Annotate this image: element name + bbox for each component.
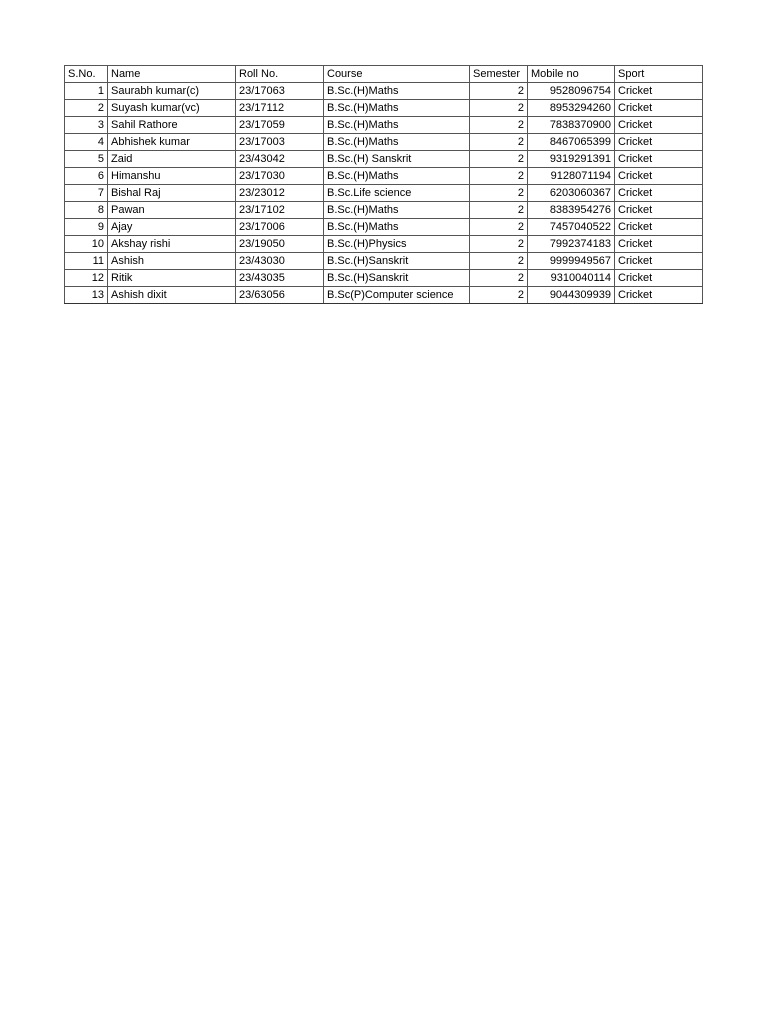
- cell-roll-no: 23/19050: [236, 236, 324, 253]
- cell-sport: Cricket: [615, 151, 703, 168]
- cell-sport: Cricket: [615, 117, 703, 134]
- cell-sport: Cricket: [615, 287, 703, 304]
- cell-mobile-no: 9999949567: [528, 253, 615, 270]
- cell-course: B.Sc.(H) Sanskrit: [324, 151, 470, 168]
- cell-roll-no: 23/17006: [236, 219, 324, 236]
- table-row: [65, 253, 703, 270]
- cell-mobile-no: 6203060367: [528, 185, 615, 202]
- header-sno: S.No.: [65, 66, 108, 83]
- table-row: [65, 219, 703, 236]
- cell-mobile-no: 9044309939: [528, 287, 615, 304]
- cell-semester: 2: [470, 202, 528, 219]
- cell-sno: 9: [65, 219, 108, 236]
- cell-semester: 2: [470, 270, 528, 287]
- cell-sport: Cricket: [615, 219, 703, 236]
- cell-roll-no: 23/17030: [236, 168, 324, 185]
- cell-mobile-no: 9319291391: [528, 151, 615, 168]
- cell-name: Himanshu: [108, 168, 236, 185]
- cell-roll-no: 23/43030: [236, 253, 324, 270]
- cell-name: Ashish dixit: [108, 287, 236, 304]
- cell-semester: 2: [470, 253, 528, 270]
- table-row: [65, 270, 703, 287]
- cell-roll-no: 23/43042: [236, 151, 324, 168]
- cell-roll-no: 23/17003: [236, 134, 324, 151]
- cell-sport: Cricket: [615, 253, 703, 270]
- cell-course: B.Sc.(H)Maths: [324, 168, 470, 185]
- cell-sno: 12: [65, 270, 108, 287]
- cell-name: Abhishek kumar: [108, 134, 236, 151]
- cell-mobile-no: 9128071194: [528, 168, 615, 185]
- cell-course: B.Sc.(H)Maths: [324, 202, 470, 219]
- cell-course: B.Sc.(H)Maths: [324, 219, 470, 236]
- cell-roll-no: 23/17063: [236, 83, 324, 100]
- cell-mobile-no: 9310040114: [528, 270, 615, 287]
- cell-sport: Cricket: [615, 100, 703, 117]
- table-row: [65, 236, 703, 253]
- header-name: Name: [108, 66, 236, 83]
- cell-course: B.Sc.(H)Maths: [324, 83, 470, 100]
- cell-roll-no: 23/17112: [236, 100, 324, 117]
- cell-name: Bishal Raj: [108, 185, 236, 202]
- table-row: [65, 185, 703, 202]
- cell-roll-no: 23/23012: [236, 185, 324, 202]
- table-row: [65, 134, 703, 151]
- cell-sno: 5: [65, 151, 108, 168]
- cell-course: B.Sc.(H)Sanskrit: [324, 253, 470, 270]
- cell-course: B.Sc(P)Computer science: [324, 287, 470, 304]
- cell-sno: 13: [65, 287, 108, 304]
- cell-name: Zaid: [108, 151, 236, 168]
- cell-sport: Cricket: [615, 168, 703, 185]
- team-roster-table: [64, 65, 703, 304]
- cell-mobile-no: 8467065399: [528, 134, 615, 151]
- table-row: [65, 83, 703, 100]
- cell-roll-no: 23/63056: [236, 287, 324, 304]
- header-semester: Semester: [470, 66, 528, 83]
- cell-sno: 8: [65, 202, 108, 219]
- cell-semester: 2: [470, 100, 528, 117]
- cell-sno: 10: [65, 236, 108, 253]
- cell-sno: 11: [65, 253, 108, 270]
- cell-semester: 2: [470, 185, 528, 202]
- cell-name: Suyash kumar(vc): [108, 100, 236, 117]
- cell-semester: 2: [470, 168, 528, 185]
- cell-roll-no: 23/17102: [236, 202, 324, 219]
- cell-sno: 4: [65, 134, 108, 151]
- cell-sno: 6: [65, 168, 108, 185]
- cell-roll-no: 23/43035: [236, 270, 324, 287]
- cell-course: B.Sc.(H)Maths: [324, 117, 470, 134]
- table-row: [65, 287, 703, 304]
- cell-sport: Cricket: [615, 134, 703, 151]
- cell-mobile-no: 9528096754: [528, 83, 615, 100]
- cell-name: Pawan: [108, 202, 236, 219]
- cell-semester: 2: [470, 219, 528, 236]
- cell-mobile-no: 7838370900: [528, 117, 615, 134]
- cell-sport: Cricket: [615, 236, 703, 253]
- table-row: [65, 117, 703, 134]
- cell-name: Ajay: [108, 219, 236, 236]
- cell-semester: 2: [470, 134, 528, 151]
- cell-name: Akshay rishi: [108, 236, 236, 253]
- header-mobile-no: Mobile no: [528, 66, 615, 83]
- cell-mobile-no: 7457040522: [528, 219, 615, 236]
- header-row: [65, 66, 703, 83]
- header-sport: Sport: [615, 66, 703, 83]
- cell-sno: 7: [65, 185, 108, 202]
- cell-course: B.Sc.(H)Physics: [324, 236, 470, 253]
- table-row: [65, 151, 703, 168]
- cell-name: Ritik: [108, 270, 236, 287]
- cell-course: B.Sc.Life science: [324, 185, 470, 202]
- cell-name: Sahil Rathore: [108, 117, 236, 134]
- table-row: [65, 100, 703, 117]
- team-roster-sheet: [64, 65, 703, 304]
- header-roll-no: Roll No.: [236, 66, 324, 83]
- cell-roll-no: 23/17059: [236, 117, 324, 134]
- cell-sno: 2: [65, 100, 108, 117]
- cell-mobile-no: 7992374183: [528, 236, 615, 253]
- cell-semester: 2: [470, 83, 528, 100]
- cell-sport: Cricket: [615, 185, 703, 202]
- cell-name: Ashish: [108, 253, 236, 270]
- cell-sport: Cricket: [615, 83, 703, 100]
- cell-course: B.Sc.(H)Sanskrit: [324, 270, 470, 287]
- cell-sport: Cricket: [615, 270, 703, 287]
- cell-sno: 3: [65, 117, 108, 134]
- cell-name: Saurabh kumar(c): [108, 83, 236, 100]
- cell-course: B.Sc.(H)Maths: [324, 134, 470, 151]
- cell-sno: 1: [65, 83, 108, 100]
- cell-semester: 2: [470, 287, 528, 304]
- cell-semester: 2: [470, 236, 528, 253]
- cell-semester: 2: [470, 151, 528, 168]
- cell-mobile-no: 8383954276: [528, 202, 615, 219]
- cell-semester: 2: [470, 117, 528, 134]
- cell-mobile-no: 8953294260: [528, 100, 615, 117]
- cell-sport: Cricket: [615, 202, 703, 219]
- cell-course: B.Sc.(H)Maths: [324, 100, 470, 117]
- table-row: [65, 168, 703, 185]
- header-course: Course: [324, 66, 470, 83]
- table-row: [65, 202, 703, 219]
